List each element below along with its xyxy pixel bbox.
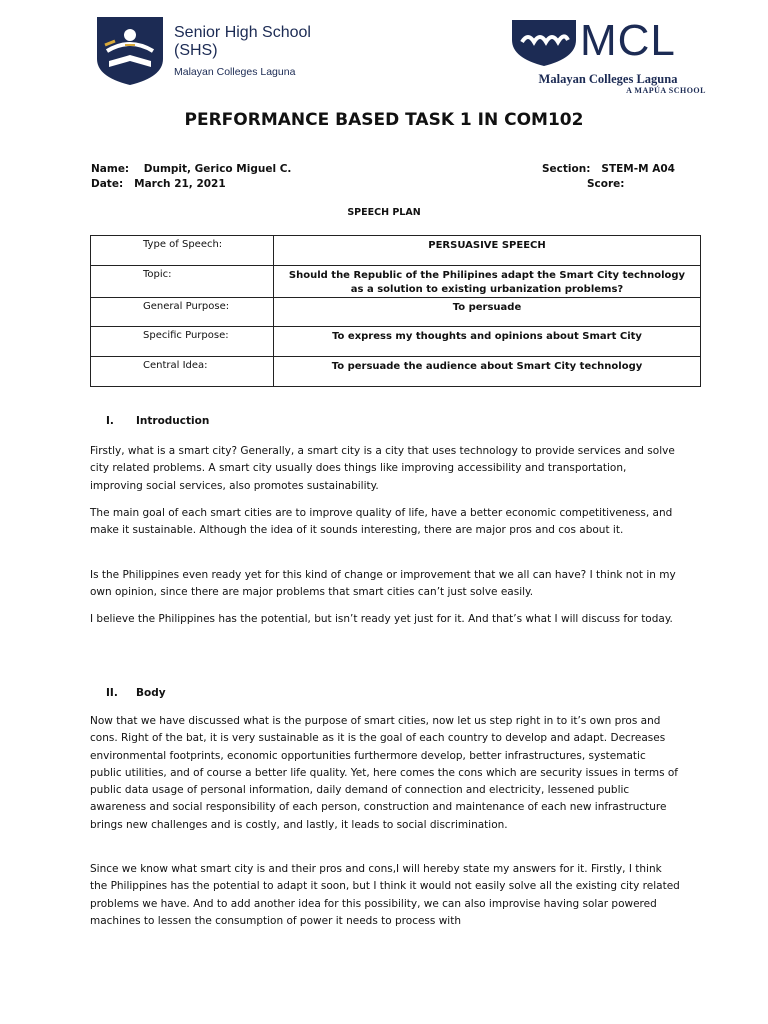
mcl-wordmark: MCL bbox=[580, 16, 676, 65]
speech-plan-title: SPEECH PLAN bbox=[347, 207, 421, 218]
mcl-shield-logo bbox=[510, 18, 578, 68]
mcl-name: Malayan Colleges Laguna bbox=[538, 72, 678, 86]
paragraph: Firstly, what is a smart city? Generally, a smart city is a city that uses technology to provide services and solve city related problems. A smart city usually does things like improving accessibility and transportation, improving social services, also promotes sustainability. bbox=[90, 445, 675, 492]
paragraph: Is the Philippines even ready yet for this kind of change or improvement that we all can have? I think not in my own opinion, since there are major problems that smart cities can’t just solve easily. bbox=[90, 569, 676, 599]
score-line bbox=[587, 177, 625, 192]
section-number: II. bbox=[106, 687, 118, 699]
row-label: Central Idea: bbox=[91, 357, 274, 387]
date-value: March 21, 2021 bbox=[134, 178, 226, 190]
date-line bbox=[91, 177, 226, 192]
paragraph: Now that we have discussed what is the purpose of smart cities, now let us step right in to it’s own pros and cons. Right of the bat, it is very sustainable as it is the goal of each country to develop and adapt. Decreases environmental footprints, economic opportunities furthermore develop, better infrastructures, systematic public utilities, and of course a better life quality. Yet, here comes the cons which are security issues in terms of public data usage of personal information, daily demand of connection and electricity, lessened public awareness and social responsibility of each person, construction and maintenance of each new infrastructure brings new challenges and is costly, and lastly, it leads to social discrimination. bbox=[90, 715, 679, 831]
section-heading-introduction bbox=[106, 415, 209, 427]
mcl-tagline: A MAPÚA SCHOOL bbox=[626, 86, 706, 95]
shs-title-line2: (SHS) bbox=[174, 42, 218, 59]
name-line bbox=[91, 162, 291, 177]
section-title: Body bbox=[136, 687, 166, 699]
row-label: General Purpose: bbox=[91, 298, 274, 327]
row-label: Specific Purpose: bbox=[91, 327, 274, 357]
paragraph: Since we know what smart city is and their pros and cons,I will hereby state my answers for it. Firstly, I think the Philippines has the potential to adapt it soon, but I think it would not easily solve all the existing city related problems we have. And to add another idea for this possibility, we can also improvise having solar powered machines to lessen the consumption of power it needs to process with bbox=[90, 863, 680, 927]
table-row bbox=[91, 357, 701, 387]
document-title: PERFORMANCE BASED TASK 1 IN COM102 bbox=[184, 110, 584, 130]
section-title: Introduction bbox=[136, 415, 210, 427]
row-value: PERSUASIVE SPEECH bbox=[274, 236, 701, 266]
name-value: Dumpit, Gerico Miguel C. bbox=[143, 163, 292, 175]
row-value: Should the Republic of the Philipines adapt the Smart City technology as a solution to existing urbanization problems? bbox=[274, 266, 701, 298]
shs-shield-logo bbox=[95, 15, 165, 87]
section-line bbox=[542, 162, 675, 177]
name-label: Name: bbox=[91, 163, 130, 175]
paragraph: The main goal of each smart cities are to improve quality of life, have a better economic competitiveness, and make it sustainable. Although the idea of it sounds interesting, there are major pros and cos about it. bbox=[90, 507, 673, 537]
speech-plan-table bbox=[90, 235, 701, 387]
date-label: Date: bbox=[91, 178, 124, 190]
section-label: Section: bbox=[542, 163, 591, 175]
row-label: Topic: bbox=[91, 266, 274, 298]
shs-subtitle: Malayan Colleges Laguna bbox=[174, 66, 296, 78]
row-value: To persuade bbox=[274, 298, 701, 327]
row-value: To persuade the audience about Smart City technology bbox=[274, 357, 701, 387]
section-heading-body bbox=[106, 687, 166, 699]
paragraph: I believe the Philippines has the potential, but isn’t ready yet just for it. And that’s what I will discuss for today. bbox=[90, 613, 673, 625]
table-row bbox=[91, 298, 701, 327]
section-value: STEM-M A04 bbox=[601, 163, 675, 175]
score-label: Score: bbox=[587, 178, 625, 190]
shs-title-block bbox=[174, 24, 311, 78]
table-row bbox=[91, 236, 701, 266]
table-row bbox=[91, 327, 701, 357]
table-row bbox=[91, 266, 701, 298]
row-label: Type of Speech: bbox=[91, 236, 274, 266]
shs-title-line1: Senior High School bbox=[174, 24, 311, 41]
row-value: To express my thoughts and opinions about Smart City bbox=[274, 327, 701, 357]
section-number: I. bbox=[106, 415, 114, 427]
